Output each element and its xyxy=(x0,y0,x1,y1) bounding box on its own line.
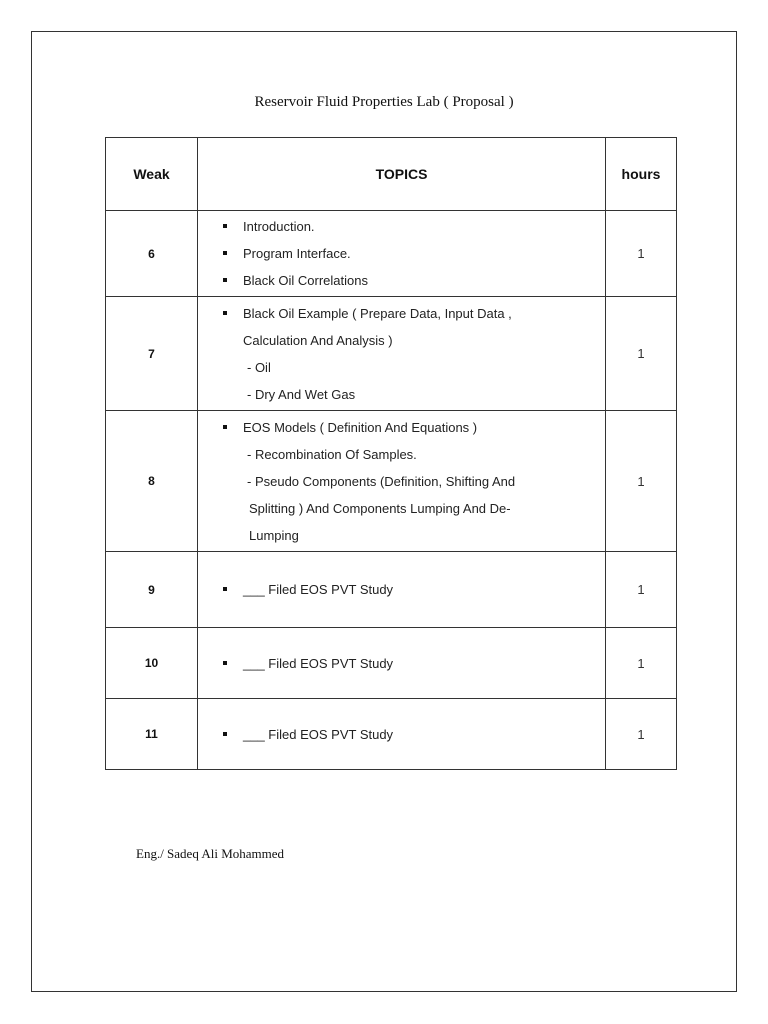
week-cell: 8 xyxy=(106,411,198,552)
topic-line: Introduction. xyxy=(198,213,605,240)
week-cell: 11 xyxy=(106,699,198,770)
topic-line: ___ Filed EOS PVT Study xyxy=(198,576,605,603)
hours-cell: 1 xyxy=(606,552,677,628)
table-row xyxy=(106,411,677,552)
topics-cell xyxy=(198,411,606,552)
topic-line: Black Oil Correlations xyxy=(198,267,605,294)
topic-line: Lumping xyxy=(249,527,299,543)
topic-line: Black Oil Example ( Prepare Data, Input Data , xyxy=(198,300,605,327)
topic-line: - Oil xyxy=(247,359,271,375)
header-week: Weak xyxy=(106,138,198,211)
table-row xyxy=(106,211,677,297)
topics-cell xyxy=(198,211,606,297)
table-row xyxy=(106,628,677,699)
hours-cell: 1 xyxy=(606,699,677,770)
week-cell: 6 xyxy=(106,211,198,297)
week-cell: 9 xyxy=(106,552,198,628)
table-row xyxy=(106,699,677,770)
topic-line: EOS Models ( Definition And Equations ) xyxy=(198,414,605,441)
topic-line: - Dry And Wet Gas xyxy=(247,386,356,402)
topic-line: Program Interface. xyxy=(198,240,605,267)
hours-cell: 1 xyxy=(606,628,677,699)
week-cell: 7 xyxy=(106,297,198,411)
author-signature: Eng./ Sadeq Ali Mohammed xyxy=(136,846,285,861)
document-title: Reservoir Fluid Properties Lab ( Proposal ) xyxy=(254,94,514,110)
topics-cell xyxy=(198,552,606,628)
topics-cell xyxy=(198,628,606,699)
hours-cell: 1 xyxy=(606,297,677,411)
topic-line: ___ Filed EOS PVT Study xyxy=(198,721,605,748)
week-cell: 10 xyxy=(106,628,198,699)
topic-line: Splitting ) And Components Lumping And De- xyxy=(249,500,511,516)
table-row xyxy=(106,552,677,628)
topic-line: Calculation And Analysis ) xyxy=(243,332,393,348)
table-row xyxy=(106,297,677,411)
schedule-table xyxy=(105,137,677,770)
topic-line: ___ Filed EOS PVT Study xyxy=(198,650,605,677)
topic-line: - Pseudo Components (Definition, Shifting And xyxy=(247,473,516,489)
header-topics: TOPICS xyxy=(198,138,606,211)
hours-cell: 1 xyxy=(606,411,677,552)
hours-cell: 1 xyxy=(606,211,677,297)
topic-line: - Recombination Of Samples. xyxy=(247,446,417,462)
topics-cell xyxy=(198,699,606,770)
header-hours: hours xyxy=(606,138,677,211)
header-row xyxy=(106,138,677,211)
topics-cell xyxy=(198,297,606,411)
